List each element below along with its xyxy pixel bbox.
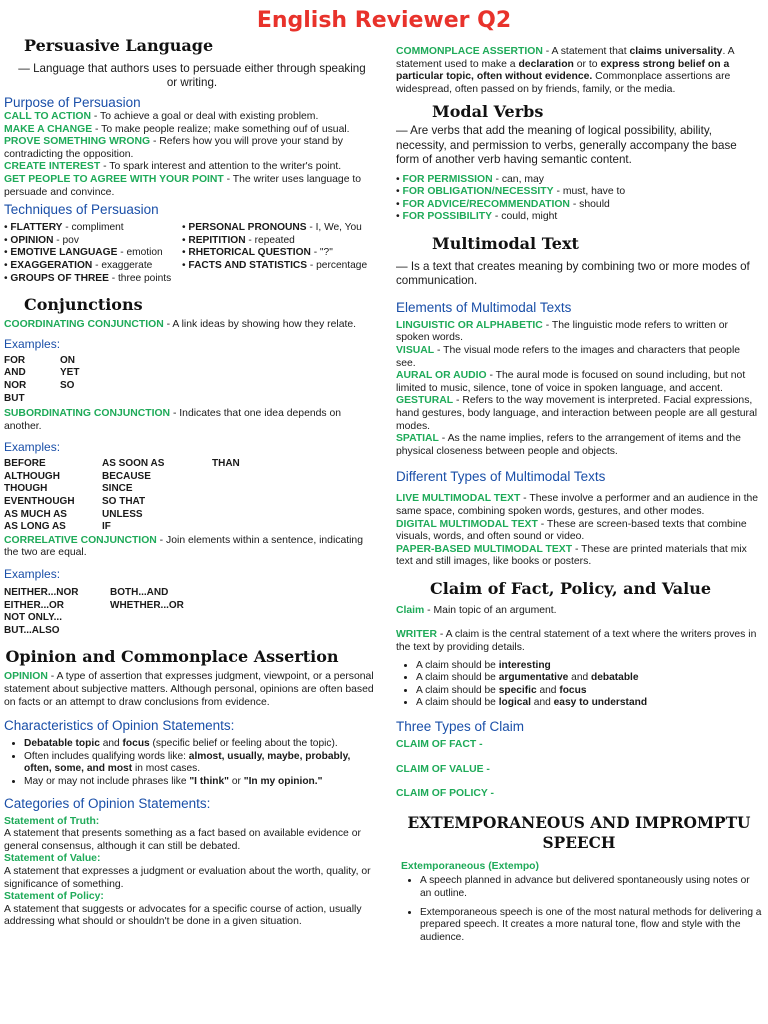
- claim-should-part: interesting: [498, 659, 551, 671]
- technique-item: [4, 222, 182, 235]
- conjunction-word: FOR: [4, 354, 26, 366]
- element-item-desc: - As the name implies, refers to the arrangement of items and the physical closeness between people and objects.: [396, 433, 741, 457]
- writer-desc: - A claim is the central statement of a text where the writers proves in the text by providing details.: [396, 629, 757, 654]
- technique-term: FACTS AND STATISTICS: [188, 259, 308, 271]
- modal-list: [396, 174, 762, 224]
- conjunction-word: BOTH...AND: [110, 587, 169, 599]
- conjunction-word: THAN: [212, 458, 240, 470]
- bullet-icon: •: [182, 222, 189, 234]
- modal-item: [396, 174, 762, 187]
- claim-should-part: debatable: [591, 672, 639, 684]
- claim-should-part: logical: [498, 697, 531, 709]
- coord-examples-label: Examples:: [4, 336, 61, 351]
- technique-item: [4, 273, 182, 286]
- claim-should-part: A claim should be: [416, 697, 499, 709]
- conjunction-word: BECAUSE: [102, 470, 151, 482]
- purpose-item-term: PROVE SOMETHING WRONG: [4, 136, 151, 148]
- speech-list: [396, 875, 762, 944]
- coord-term: COORDINATING CONJUNCTION: [4, 319, 164, 331]
- element-item: [396, 395, 762, 433]
- commonplace-part: claims universality: [629, 46, 723, 57]
- bullet-icon: •: [396, 186, 403, 198]
- claim-types-heading: Three Types of Claim: [396, 719, 525, 735]
- conjunction-word: AND: [4, 367, 26, 379]
- claim-should-item: [416, 660, 762, 673]
- multimodal-type-item-desc: - These involve a performer and an audience in the same space, combining spoken words, gestures, and other modes.: [396, 493, 759, 517]
- claim-should-part: and: [536, 684, 560, 696]
- characteristics-list: [4, 738, 380, 788]
- commonplace-part: . A statement used to make a: [396, 46, 735, 70]
- technique-item: [4, 260, 182, 273]
- conjunction-word: YET: [60, 367, 80, 379]
- sub-term: SUBORDINATING CONJUNCTION: [4, 408, 171, 420]
- conjunction-word: EITHER...OR: [4, 599, 65, 611]
- modal-definition: — Are verbs that add the meaning of logical possibility, ability, necessity, and permission to verbs, generally accompany the base form of another verb having semantic content.: [396, 124, 737, 167]
- conjunction-word: NOR: [4, 379, 27, 391]
- technique-item: [182, 222, 380, 235]
- claim-definition: [396, 605, 762, 618]
- persuasive-definition: — Language that authors uses to persuade either through speaking or writing.: [18, 62, 366, 89]
- modal-item: [396, 186, 762, 199]
- techniques-grid: [4, 222, 380, 285]
- category-desc: A statement that presents something as a fact based on available evidence or general consensus, although it can still be debated.: [4, 828, 361, 852]
- claim-should-item: [416, 697, 762, 710]
- claim-desc: - Main topic of an argument.: [424, 604, 557, 616]
- conjunctions-heading: Conjunctions: [24, 295, 143, 315]
- element-item: [396, 433, 762, 458]
- techniques-left: [4, 222, 182, 285]
- element-item: [396, 345, 762, 370]
- conjunction-word: THOUGH: [4, 483, 48, 495]
- modal-item-term: FOR PERMISSION: [402, 173, 493, 185]
- technique-term: OPINION: [10, 234, 54, 246]
- technique-item: [4, 235, 182, 248]
- conjunction-word: BEFORE: [4, 458, 46, 470]
- corr-examples-label: Examples:: [4, 567, 61, 582]
- multimodal-type-item: [396, 493, 762, 518]
- multimodal-heading: Multimodal Text: [432, 233, 579, 253]
- claim-should-item: [416, 685, 762, 698]
- category-name: Statement of Policy:: [4, 891, 104, 903]
- bullet-icon: •: [182, 247, 189, 259]
- characteristic-part: "In my opinion.": [243, 775, 323, 787]
- commonplace-definition: [396, 46, 762, 96]
- conjunction-word: BUT: [4, 392, 25, 404]
- purpose-item: [4, 124, 380, 137]
- corr-term: CORRELATIVE CONJUNCTION: [4, 534, 157, 546]
- purpose-item-term: MAKE A CHANGE: [4, 123, 93, 135]
- multimodal-type-item-term: PAPER-BASED MULTIMODAL TEXT: [396, 543, 573, 555]
- categories-list: [4, 816, 380, 929]
- technique-desc: - pov: [53, 234, 79, 246]
- element-item-desc: - The linguistic mode refers to written or spoken words.: [396, 319, 729, 344]
- purpose-item-term: CALL TO ACTION: [4, 111, 91, 122]
- opinion-heading: Opinion and Commonplace Assertion: [5, 647, 339, 667]
- speech-item: • A speech planned in advance but delivered spontaneously using notes or an outline.: [420, 875, 762, 900]
- bullet-icon: •: [396, 211, 403, 223]
- conjunction-word: [60, 393, 160, 406]
- purpose-item: [4, 161, 380, 174]
- technique-desc: - percentage: [307, 259, 368, 271]
- modal-item-term: FOR OBLIGATION/NECESSITY: [402, 186, 554, 198]
- sub-definition: [4, 408, 380, 433]
- conjunction-word: BUT...ALSO: [4, 624, 60, 636]
- technique-desc: - repeated: [245, 234, 295, 246]
- purpose-item-term: GET PEOPLE TO AGREE WITH YOUR POINT: [4, 173, 224, 185]
- technique-desc: - I, We, You: [306, 222, 362, 234]
- modal-item: [396, 211, 762, 224]
- claim-type-item: CLAIM OF POLICY -: [396, 788, 494, 800]
- category-name: Statement of Truth:: [4, 815, 100, 827]
- bullet-icon: •: [4, 259, 11, 271]
- claim-should-part: argumentative: [498, 672, 569, 684]
- commonplace-part: declaration: [518, 58, 574, 70]
- element-item-desc: - The visual mode refers to the images and characters that people see.: [396, 344, 741, 369]
- conjunction-word: SO: [60, 379, 75, 391]
- purpose-item-term: CREATE INTEREST: [4, 161, 101, 173]
- commonplace-part: or to: [573, 58, 601, 70]
- conjunction-word: EVENTHOUGH: [4, 496, 75, 508]
- conjunction-word: UNLESS: [102, 508, 143, 520]
- technique-desc: - compliment: [62, 222, 124, 234]
- conjunction-word: ON: [60, 354, 75, 366]
- characteristic-item: [24, 738, 380, 751]
- technique-term: PERSONAL PRONOUNS: [188, 222, 307, 234]
- speech-heading: EXTEMPORANEOUS AND IMPROMPTU SPEECH: [407, 813, 751, 852]
- multimodal-type-item-term: LIVE MULTIMODAL TEXT: [396, 493, 521, 505]
- right-column: [396, 46, 762, 950]
- coord-desc: - A link ideas by showing how they relate.: [163, 319, 357, 331]
- multimodal-type-item-term: DIGITAL MULTIMODAL TEXT: [396, 518, 538, 530]
- writer-term: WRITER: [396, 629, 437, 641]
- conjunction-word: SO THAT: [102, 496, 146, 508]
- claim-should-part: easy to understand: [553, 697, 648, 709]
- conjunction-word: [212, 509, 292, 522]
- bullet-icon: •: [182, 259, 189, 271]
- modal-item-term: FOR POSSIBILITY: [402, 211, 493, 223]
- modal-item-desc: - can, may: [492, 173, 544, 185]
- technique-term: REPITITION: [188, 234, 246, 246]
- category-desc: A statement that expresses a judgment or evaluation about the worth, quality, or significance of something.: [4, 865, 371, 890]
- purpose-item: [4, 174, 380, 199]
- claim-type-item: CLAIM OF FACT -: [396, 739, 483, 751]
- conjunction-word: [212, 471, 292, 484]
- element-item: [396, 370, 762, 395]
- types-heading: Different Types of Multimodal Texts: [396, 469, 606, 485]
- technique-term: RHETORICAL QUESTION: [188, 247, 311, 259]
- modal-item-desc: - could, might: [492, 211, 558, 223]
- sub-desc: - Indicates that one idea depends on another.: [4, 408, 342, 432]
- purpose-item: [4, 136, 380, 161]
- elements-list: [396, 320, 762, 459]
- left-column: [4, 36, 380, 929]
- commonplace-part: Commonplace assertions are widespread, often passed on by friends, family, or the media.: [396, 71, 731, 95]
- multimodal-definition: — Is a text that creates meaning by combining two or more modes of communication.: [396, 259, 750, 288]
- opinion-desc: - A type of assertion that expresses judgment, viewpoint, or a personal statement about subjective matters. Although personal, opinions are often based on facts or an attempt to draw conclusions from evidence.: [4, 671, 374, 708]
- technique-desc: - "?": [310, 247, 333, 259]
- conjunction-word: WHETHER...OR: [110, 599, 184, 611]
- characteristic-part: (specific belief or feeling about the topic).: [149, 738, 338, 750]
- characteristic-part: focus: [122, 738, 150, 750]
- element-item-term: GESTURAL: [396, 395, 454, 407]
- opinion-term: OPINION: [4, 671, 48, 683]
- commonplace-part: express strong belief on a particular topic, often without evidence.: [396, 58, 730, 83]
- bullet-icon: •: [4, 247, 11, 259]
- technique-desc: - exaggerate: [92, 259, 153, 271]
- technique-item: [182, 260, 380, 273]
- claim-should-part: focus: [559, 684, 587, 696]
- characteristics-heading: Characteristics of Opinion Statements:: [4, 718, 235, 734]
- element-item-term: SPATIAL: [396, 433, 439, 445]
- modal-item-desc: - must, have to: [553, 186, 626, 198]
- technique-term: EXAGGERATION: [10, 259, 93, 271]
- technique-term: GROUPS OF THREE: [10, 272, 109, 284]
- characteristic-item: [24, 751, 380, 776]
- coord-examples: [4, 355, 380, 405]
- claim-term: Claim: [396, 604, 425, 616]
- multimodal-types-list: [396, 493, 762, 569]
- elements-heading: Elements of Multimodal Texts: [396, 299, 572, 315]
- characteristic-part: and: [99, 738, 123, 750]
- claim-should-part: A claim should be: [416, 684, 499, 696]
- characteristic-item: [24, 776, 380, 789]
- purpose-item-desc: - To spark interest and attention to the writer's point.: [100, 161, 342, 173]
- element-item-term: LINGUISTIC OR ALPHABETIC: [396, 319, 543, 331]
- purpose-item-desc: - To achieve a goal or deal with existing problem.: [90, 111, 319, 122]
- bullet-icon: •: [4, 272, 11, 284]
- category-desc: A statement that suggests or advocates for a specific course of action, usually addressing what should or shouldn't be done in a given situation.: [4, 903, 362, 928]
- claim-heading: Claim of Fact, Policy, and Value: [430, 578, 712, 598]
- multimodal-type-item-desc: - These are printed materials that mix text and still images, like books or posters.: [396, 543, 747, 568]
- categories-heading: Categories of Opinion Statements:: [4, 795, 211, 811]
- technique-item: [182, 247, 380, 260]
- claim-types-list: [396, 739, 762, 801]
- multimodal-type-item: [396, 519, 762, 544]
- conjunction-word: AS MUCH AS: [4, 508, 67, 520]
- techniques-right: [182, 222, 380, 285]
- purpose-list: [4, 111, 380, 199]
- element-item-term: VISUAL: [396, 344, 435, 356]
- claim-should-item: [416, 672, 762, 685]
- conjunction-word: ALTHOUGH: [4, 470, 60, 482]
- claim-type-item: CLAIM OF VALUE -: [396, 763, 490, 775]
- conjunction-word: [110, 612, 230, 625]
- conjunction-word: SINCE: [102, 483, 133, 495]
- conjunction-word: [212, 483, 292, 496]
- bullet-icon: •: [4, 234, 11, 246]
- extempo-heading: Extemporaneous (Extempo): [401, 860, 539, 872]
- persuasive-heading: Persuasive Language: [24, 36, 214, 55]
- coord-definition: [4, 319, 380, 332]
- modal-item-term: FOR ADVICE/RECOMMENDATION: [402, 198, 570, 210]
- characteristic-part: or: [229, 775, 244, 787]
- technique-desc: - three points: [108, 272, 172, 284]
- speech-item: • Extemporaneous speech is one of the most natural methods for delivering a prepared speech. It creates a more natural tone, flow and style with the audience.: [420, 907, 762, 945]
- technique-term: EMOTIVE LANGUAGE: [10, 247, 118, 259]
- bullet-icon: •: [4, 222, 11, 234]
- purpose-item-desc: - Refers how you will prove your stand by contradicting the opposition.: [4, 136, 343, 160]
- characteristic-part: almost, usually, maybe, probably, often, some, and most: [24, 750, 351, 775]
- modal-item: [396, 199, 762, 212]
- modal-item-desc: - should: [569, 198, 610, 210]
- claim-should-list: [396, 660, 762, 710]
- commonplace-part: - A statement that: [542, 46, 630, 57]
- bullet-icon: •: [396, 198, 403, 210]
- claim-should-part: and: [530, 697, 554, 709]
- multimodal-type-item: [396, 544, 762, 569]
- characteristic-part: May or may not include phrases like: [24, 775, 190, 787]
- purpose-item-desc: - The writer uses language to persuade and convince.: [4, 173, 362, 198]
- element-item-desc: - Refers to the way movement is interpreted. Facial expressions, hand gestures, body language, and interaction between people are all gestural modes.: [396, 395, 758, 432]
- corr-examples: [4, 587, 380, 637]
- characteristic-part: Debatable topic: [24, 738, 100, 750]
- conjunction-word: [212, 521, 292, 534]
- page-title: English Reviewer Q2: [256, 8, 512, 33]
- characteristic-part: in most cases.: [132, 763, 201, 775]
- conjunction-word: NOT ONLY...: [4, 612, 62, 624]
- characteristic-part: Often includes qualifying words like:: [24, 750, 189, 762]
- conjunction-word: NEITHER...NOR: [4, 587, 79, 599]
- claim-should-part: specific: [498, 684, 537, 696]
- conjunction-word: AS LONG AS: [4, 521, 66, 533]
- technique-term: FLATTERY: [10, 222, 63, 234]
- technique-item: [4, 247, 182, 260]
- technique-desc: - emotion: [117, 247, 163, 259]
- sub-examples: [4, 458, 380, 534]
- purpose-heading: Purpose of Persuasion: [4, 95, 141, 110]
- corr-desc: - Join elements within a sentence, indicating the two are equal.: [4, 534, 363, 559]
- bullet-icon: •: [182, 234, 189, 246]
- conjunction-word: [212, 496, 292, 509]
- multimodal-type-item-desc: - These are screen-based texts that combine visuals, words, and often sound or video.: [396, 518, 747, 543]
- technique-item: [182, 235, 380, 248]
- characteristic-part: "I think": [189, 775, 229, 787]
- modal-heading: Modal Verbs: [432, 102, 544, 122]
- category-name: Statement of Value:: [4, 853, 101, 865]
- claim-should-part: and: [568, 672, 591, 684]
- techniques-heading: Techniques of Persuasion: [4, 202, 159, 218]
- element-item-term: AURAL OR AUDIO: [396, 370, 487, 382]
- sub-examples-label: Examples:: [4, 440, 61, 455]
- conjunction-word: [110, 625, 230, 638]
- element-item: [396, 320, 762, 345]
- writer-definition: [396, 629, 762, 654]
- element-item-desc: - The aural mode is focused on sound including, but not limited to music, silence, tone of voice in spoken language, and accent.: [396, 370, 746, 394]
- opinion-definition: [4, 671, 380, 709]
- corr-definition: [4, 535, 380, 560]
- bullet-icon: •: [396, 173, 403, 185]
- conjunction-word: AS SOON AS: [102, 458, 165, 470]
- claim-should-part: A claim should be: [416, 659, 499, 671]
- conjunction-word: IF: [102, 521, 111, 533]
- purpose-item-desc: - To make people realize; make something ouf of usual.: [92, 123, 350, 135]
- claim-should-part: A claim should be: [416, 672, 499, 684]
- commonplace-part: COMMONPLACE ASSERTION: [396, 46, 543, 57]
- purpose-item: [4, 111, 380, 124]
